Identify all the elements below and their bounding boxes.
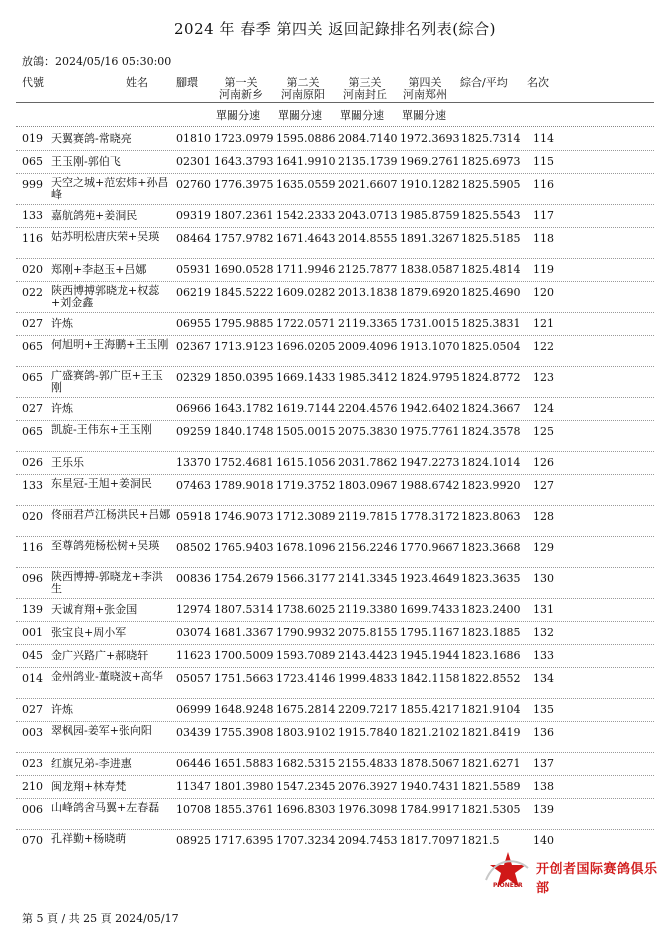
row-name: 郑刚+李赵玉+吕娜 (51, 262, 147, 276)
row-s3: 1985.3412 (338, 371, 398, 384)
page-footer: 第 5 頁 / 共 25 頁 2024/05/17 (22, 912, 179, 925)
row-s4: 1891.3267 (400, 232, 460, 245)
row-s4: 1778.3172 (400, 510, 460, 523)
row-divider (16, 829, 654, 830)
row-divider (16, 752, 654, 753)
row-s1: 1776.3975 (214, 178, 274, 191)
row-name: 王乐乐 (51, 455, 84, 469)
row-name: 何旭明+王海鹏+王玉刚 (51, 337, 169, 351)
row-code: 026 (22, 455, 43, 469)
row-code: 070 (22, 834, 43, 847)
row-ring: 09319 (176, 208, 211, 222)
row-divider (16, 227, 654, 228)
row-s3: 2156.2246 (338, 541, 398, 554)
row-s2: 1712.3089 (276, 510, 336, 523)
row-s2: 1671.4643 (276, 232, 336, 245)
header-rank: 名次 (527, 76, 549, 89)
row-s1: 1850.0395 (214, 371, 274, 384)
header-leg3: 第三关 河南封丘 (343, 76, 387, 101)
row-ring: 06955 (176, 316, 211, 330)
row-s3: 2155.4833 (338, 756, 398, 770)
row-s1: 1643.1782 (214, 401, 274, 415)
row-name: 许炼 (51, 702, 73, 716)
row-s2: 1723.4146 (276, 672, 336, 685)
header-leg4: 第四关 河南郑州 (403, 76, 447, 101)
row-avg: 1824.1014 (461, 455, 521, 469)
row-rank: 119 (533, 262, 554, 276)
row-s1: 1723.0979 (214, 131, 274, 145)
row-avg: 1825.5185 (461, 232, 521, 245)
row-s4: 1985.8759 (400, 208, 460, 222)
row-ring: 11347 (176, 779, 211, 793)
row-rank: 136 (533, 726, 554, 739)
row-s3: 2119.3380 (338, 602, 398, 616)
row-name: 天诚育翔+张金国 (51, 602, 138, 616)
row-s3: 2135.1739 (338, 154, 398, 168)
row-avg: 1823.9920 (461, 479, 521, 492)
row-avg: 1822.8552 (461, 672, 521, 685)
row-rank: 130 (533, 572, 554, 585)
row-name: 广盛赛鸽-郭广臣+王玉刚 (51, 368, 163, 394)
header-leg2: 第二关 河南原阳 (281, 76, 325, 101)
row-s3: 1976.3098 (338, 803, 398, 816)
row-name: 至尊鸽苑杨松树+吴瑛 (51, 538, 160, 552)
row-s2: 1595.0886 (276, 131, 336, 145)
row-code: 116 (22, 232, 43, 245)
row-s3: 1999.4833 (338, 672, 398, 685)
club-emblem-text: PIONEER (493, 882, 523, 889)
row-name: 金广兴路广+郝晓轩 (51, 648, 149, 662)
row-avg: 1824.8772 (461, 371, 521, 384)
row-s2: 1547.2345 (276, 779, 336, 793)
row-divider (16, 667, 654, 668)
row-s3: 1803.0967 (338, 479, 398, 492)
row-ring: 02367 (176, 340, 211, 353)
row-s1: 1840.1748 (214, 425, 274, 438)
row-s4: 1879.6920 (400, 286, 460, 299)
row-code: 116 (22, 541, 43, 554)
row-rank: 132 (533, 625, 554, 639)
speed-label-4: 單關分速 (402, 109, 446, 122)
row-avg: 1824.3578 (461, 425, 521, 438)
row-s4: 1945.1944 (400, 648, 460, 662)
row-code: 210 (22, 779, 43, 793)
row-code: 014 (22, 672, 43, 685)
row-s1: 1845.5222 (214, 286, 274, 299)
row-avg: 1823.1686 (461, 648, 521, 662)
row-s4: 1770.9667 (400, 541, 460, 554)
row-code: 999 (22, 178, 43, 191)
row-ring: 08925 (176, 834, 211, 847)
row-avg: 1823.3668 (461, 541, 521, 554)
row-ring: 08502 (176, 541, 211, 554)
row-s3: 2076.3927 (338, 779, 398, 793)
row-s1: 1690.0528 (214, 262, 274, 276)
row-code: 027 (22, 401, 43, 415)
row-divider (16, 505, 654, 506)
row-avg: 1825.3831 (461, 316, 521, 330)
row-avg: 1825.4814 (461, 262, 521, 276)
row-avg: 1821.8419 (461, 726, 521, 739)
row-name: 嘉航鸽苑+姜洞民 (51, 208, 138, 222)
row-ring: 06966 (176, 401, 211, 415)
row-s2: 1675.2814 (276, 702, 336, 716)
row-code: 020 (22, 262, 43, 276)
row-s1: 1751.5663 (214, 672, 274, 685)
row-ring: 12974 (176, 602, 211, 616)
row-avg: 1824.3667 (461, 401, 521, 415)
row-code: 001 (22, 625, 43, 639)
row-s3: 2094.7453 (338, 834, 398, 847)
row-s3: 2209.7217 (338, 702, 398, 716)
row-s2: 1615.1056 (276, 455, 336, 469)
row-s1: 1700.5009 (214, 648, 274, 662)
row-s3: 2119.3365 (338, 316, 398, 330)
row-s4: 1972.3693 (400, 131, 460, 145)
row-divider (16, 150, 654, 151)
row-s2: 1722.0571 (276, 316, 336, 330)
row-name: 许炼 (51, 316, 73, 330)
row-ring: 02301 (176, 154, 211, 168)
row-rank: 139 (533, 803, 554, 816)
row-s2: 1542.2333 (276, 208, 336, 222)
row-name: 王玉刚-郭伯飞 (51, 154, 121, 168)
row-name: 陕西博搏郭晓龙+权蕊+刘金鑫 (51, 283, 160, 309)
row-s3: 2125.7877 (338, 262, 398, 276)
row-divider (16, 536, 654, 537)
row-s2: 1711.9946 (276, 262, 336, 276)
row-name: 山峰鸽舍马翼+左春磊 (51, 800, 160, 814)
row-name: 红旗兄弟-李进惠 (51, 756, 132, 770)
row-avg: 1821.5305 (461, 803, 521, 816)
row-ring: 09259 (176, 425, 211, 438)
row-divider (16, 312, 654, 313)
row-divider (16, 721, 654, 722)
row-rank: 126 (533, 455, 554, 469)
subheader-divider (16, 126, 654, 127)
row-divider (16, 397, 654, 398)
row-s2: 1682.5315 (276, 756, 336, 770)
row-code: 133 (22, 479, 43, 492)
row-rank: 121 (533, 316, 554, 330)
row-s3: 2075.8155 (338, 625, 398, 639)
row-code: 096 (22, 572, 43, 585)
row-divider (16, 258, 654, 259)
row-ring: 08464 (176, 232, 211, 245)
row-rank: 115 (533, 154, 554, 168)
header-code: 代號 (22, 76, 44, 89)
row-divider (16, 173, 654, 174)
row-avg: 1821.5589 (461, 779, 521, 793)
row-s3: 2119.7815 (338, 510, 398, 523)
row-s4: 1910.1282 (400, 178, 460, 191)
header-leg1: 第一关 河南新乡 (219, 76, 263, 101)
row-s1: 1789.9018 (214, 479, 274, 492)
row-s1: 1754.2679 (214, 572, 274, 585)
row-code: 003 (22, 726, 43, 739)
speed-label-1: 單關分速 (216, 109, 260, 122)
row-ring: 10708 (176, 803, 211, 816)
header-divider (16, 102, 654, 103)
row-name: 张宝良+周小军 (51, 625, 127, 639)
row-rank: 120 (533, 286, 554, 299)
row-divider (16, 644, 654, 645)
row-s3: 2009.4096 (338, 340, 398, 353)
row-divider (16, 598, 654, 599)
row-code: 139 (22, 602, 43, 616)
row-ring: 06219 (176, 286, 211, 299)
row-divider (16, 281, 654, 282)
row-code: 027 (22, 702, 43, 716)
speed-label-2: 單關分速 (278, 109, 322, 122)
row-rank: 133 (533, 648, 554, 662)
row-s2: 1696.0205 (276, 340, 336, 353)
row-avg: 1825.5905 (461, 178, 521, 191)
row-code: 065 (22, 371, 43, 384)
row-ring: 02329 (176, 371, 211, 384)
row-ring: 05918 (176, 510, 211, 523)
row-ring: 06446 (176, 756, 211, 770)
row-code: 065 (22, 154, 43, 168)
row-rank: 131 (533, 602, 554, 616)
row-rank: 128 (533, 510, 554, 523)
row-avg: 1823.1885 (461, 625, 521, 639)
row-divider (16, 621, 654, 622)
row-name: 天空之城+范宏炜+孙昌峰 (51, 175, 169, 201)
row-s1: 1643.3793 (214, 154, 274, 168)
row-name: 金州鸽业-董晓波+高华 (51, 669, 163, 683)
row-s2: 1803.9102 (276, 726, 336, 739)
row-s1: 1755.3908 (214, 726, 274, 739)
row-s1: 1801.3980 (214, 779, 274, 793)
row-s3: 2143.4423 (338, 648, 398, 662)
row-rank: 124 (533, 401, 554, 415)
row-s1: 1807.2361 (214, 208, 274, 222)
row-rank: 127 (533, 479, 554, 492)
row-name: 陕西博搏-郭晓龙+李洪生 (51, 569, 163, 595)
row-code: 023 (22, 756, 43, 770)
row-ring: 06999 (176, 702, 211, 716)
row-s2: 1738.6025 (276, 602, 336, 616)
row-s1: 1757.9782 (214, 232, 274, 245)
row-s4: 1795.1167 (400, 625, 460, 639)
row-code: 020 (22, 510, 43, 523)
row-name: 姑苏明松唐庆荣+吴瑛 (51, 229, 160, 243)
header-name: 姓名 (126, 76, 148, 89)
row-divider (16, 775, 654, 776)
row-s3: 2031.7862 (338, 455, 398, 469)
row-s2: 1719.3752 (276, 479, 336, 492)
row-ring: 01810 (176, 131, 211, 145)
row-rank: 123 (533, 371, 554, 384)
row-code: 019 (22, 131, 43, 145)
row-s3: 2204.4576 (338, 401, 398, 415)
row-name: 许炼 (51, 401, 73, 415)
row-divider (16, 798, 654, 799)
row-avg: 1825.4690 (461, 286, 521, 299)
row-avg: 1823.3635 (461, 572, 521, 585)
row-name: 翠枫园-姜军+张向阳 (51, 723, 152, 737)
row-avg: 1825.6973 (461, 154, 521, 168)
row-s4: 1940.7431 (400, 779, 460, 793)
row-name: 凯旋-王伟东+王玉刚 (51, 422, 152, 436)
row-s1: 1752.4681 (214, 455, 274, 469)
row-s4: 1988.6742 (400, 479, 460, 492)
row-code: 045 (22, 648, 43, 662)
row-avg: 1825.7314 (461, 131, 521, 145)
row-s2: 1619.7144 (276, 401, 336, 415)
row-code: 006 (22, 803, 43, 816)
row-s2: 1609.0282 (276, 286, 336, 299)
row-s4: 1878.5067 (400, 756, 460, 770)
row-divider (16, 335, 654, 336)
row-s3: 2014.8555 (338, 232, 398, 245)
row-s4: 1699.7433 (400, 602, 460, 616)
row-s1: 1855.3761 (214, 803, 274, 816)
row-ring: 05057 (176, 672, 211, 685)
row-rank: 118 (533, 232, 554, 245)
row-s2: 1635.0559 (276, 178, 336, 191)
row-avg: 1821.6271 (461, 756, 521, 770)
row-s4: 1947.2273 (400, 455, 460, 469)
row-avg: 1823.8063 (461, 510, 521, 523)
row-divider (16, 567, 654, 568)
row-s4: 1942.6402 (400, 401, 460, 415)
row-ring: 02760 (176, 178, 211, 191)
row-s1: 1713.9123 (214, 340, 274, 353)
row-s1: 1651.5883 (214, 756, 274, 770)
row-s3: 2013.1838 (338, 286, 398, 299)
row-s1: 1681.3367 (214, 625, 274, 639)
row-name: 佟丽君芦江杨洪民+吕娜 (51, 507, 171, 521)
row-avg: 1825.0504 (461, 340, 521, 353)
header-overall: 綜合/平均 (460, 76, 508, 89)
row-rank: 135 (533, 702, 554, 716)
row-ring: 05931 (176, 262, 211, 276)
row-rank: 140 (533, 834, 554, 847)
club-logo-text: 开创者国际赛鸽俱乐部 (536, 862, 658, 896)
row-rank: 125 (533, 425, 554, 438)
speed-label-3: 單關分速 (340, 109, 384, 122)
row-divider (16, 474, 654, 475)
page-title: 2024 年 春季 第四关 返回記錄排名列表(綜合) (174, 20, 496, 38)
row-divider (16, 204, 654, 205)
header-ring: 腳環 (176, 76, 198, 89)
row-s3: 2043.0713 (338, 208, 398, 222)
row-avg: 1821.9104 (461, 702, 521, 716)
row-code: 065 (22, 340, 43, 353)
row-s1: 1648.9248 (214, 702, 274, 716)
row-s4: 1821.2102 (400, 726, 460, 739)
row-s2: 1505.0015 (276, 425, 336, 438)
row-ring: 13370 (176, 455, 211, 469)
row-s1: 1746.9073 (214, 510, 274, 523)
row-s1: 1765.9403 (214, 541, 274, 554)
release-time: 放鴿：2024/05/16 05:30:00 (22, 55, 172, 68)
row-code: 022 (22, 286, 43, 299)
row-divider (16, 698, 654, 699)
row-s4: 1923.4649 (400, 572, 460, 585)
row-divider (16, 420, 654, 421)
row-s1: 1795.9885 (214, 316, 274, 330)
row-rank: 116 (533, 178, 554, 191)
row-rank: 138 (533, 779, 554, 793)
row-s4: 1913.1070 (400, 340, 460, 353)
row-s4: 1817.7097 (400, 834, 460, 847)
row-s2: 1641.9910 (276, 154, 336, 168)
row-rank: 137 (533, 756, 554, 770)
row-s2: 1790.9932 (276, 625, 336, 639)
row-ring: 03074 (176, 625, 211, 639)
row-s2: 1593.7089 (276, 648, 336, 662)
row-rank: 134 (533, 672, 554, 685)
row-name: 闽龙翔+林寿梵 (51, 779, 127, 793)
row-s4: 1842.1158 (400, 672, 460, 685)
row-s2: 1566.3177 (276, 572, 336, 585)
row-s4: 1731.0015 (400, 316, 460, 330)
row-s3: 2021.6607 (338, 178, 398, 191)
row-divider (16, 451, 654, 452)
row-ring: 00836 (176, 572, 211, 585)
row-rank: 117 (533, 208, 554, 222)
row-name: 孔祥勤+杨晓萌 (51, 831, 127, 845)
row-s2: 1669.1433 (276, 371, 336, 384)
row-avg: 1821.5 (461, 834, 500, 847)
row-name: 天翼赛鸽-常晓亮 (51, 131, 132, 145)
row-s4: 1969.2761 (400, 154, 460, 168)
row-ring: 11623 (176, 648, 211, 662)
row-code: 133 (22, 208, 43, 222)
row-code: 065 (22, 425, 43, 438)
row-s4: 1975.7761 (400, 425, 460, 438)
row-s4: 1784.9917 (400, 803, 460, 816)
row-s4: 1855.4217 (400, 702, 460, 716)
row-s2: 1696.8303 (276, 803, 336, 816)
row-s3: 2141.3345 (338, 572, 398, 585)
row-ring: 07463 (176, 479, 211, 492)
row-s1: 1717.6395 (214, 834, 274, 847)
row-name: 东星冠-王旭+姜洞民 (51, 476, 152, 490)
row-s1: 1807.5314 (214, 602, 274, 616)
row-s4: 1824.9795 (400, 371, 460, 384)
row-rank: 122 (533, 340, 554, 353)
row-s4: 1838.0587 (400, 262, 460, 276)
row-s2: 1707.3234 (276, 834, 336, 847)
row-s3: 2084.7140 (338, 131, 398, 145)
row-rank: 114 (533, 131, 554, 145)
row-code: 027 (22, 316, 43, 330)
row-avg: 1823.2400 (461, 602, 521, 616)
row-s3: 2075.3830 (338, 425, 398, 438)
row-s2: 1678.1096 (276, 541, 336, 554)
row-avg: 1825.5543 (461, 208, 521, 222)
row-s3: 1915.7840 (338, 726, 398, 739)
row-ring: 03439 (176, 726, 211, 739)
row-rank: 129 (533, 541, 554, 554)
row-divider (16, 366, 654, 367)
